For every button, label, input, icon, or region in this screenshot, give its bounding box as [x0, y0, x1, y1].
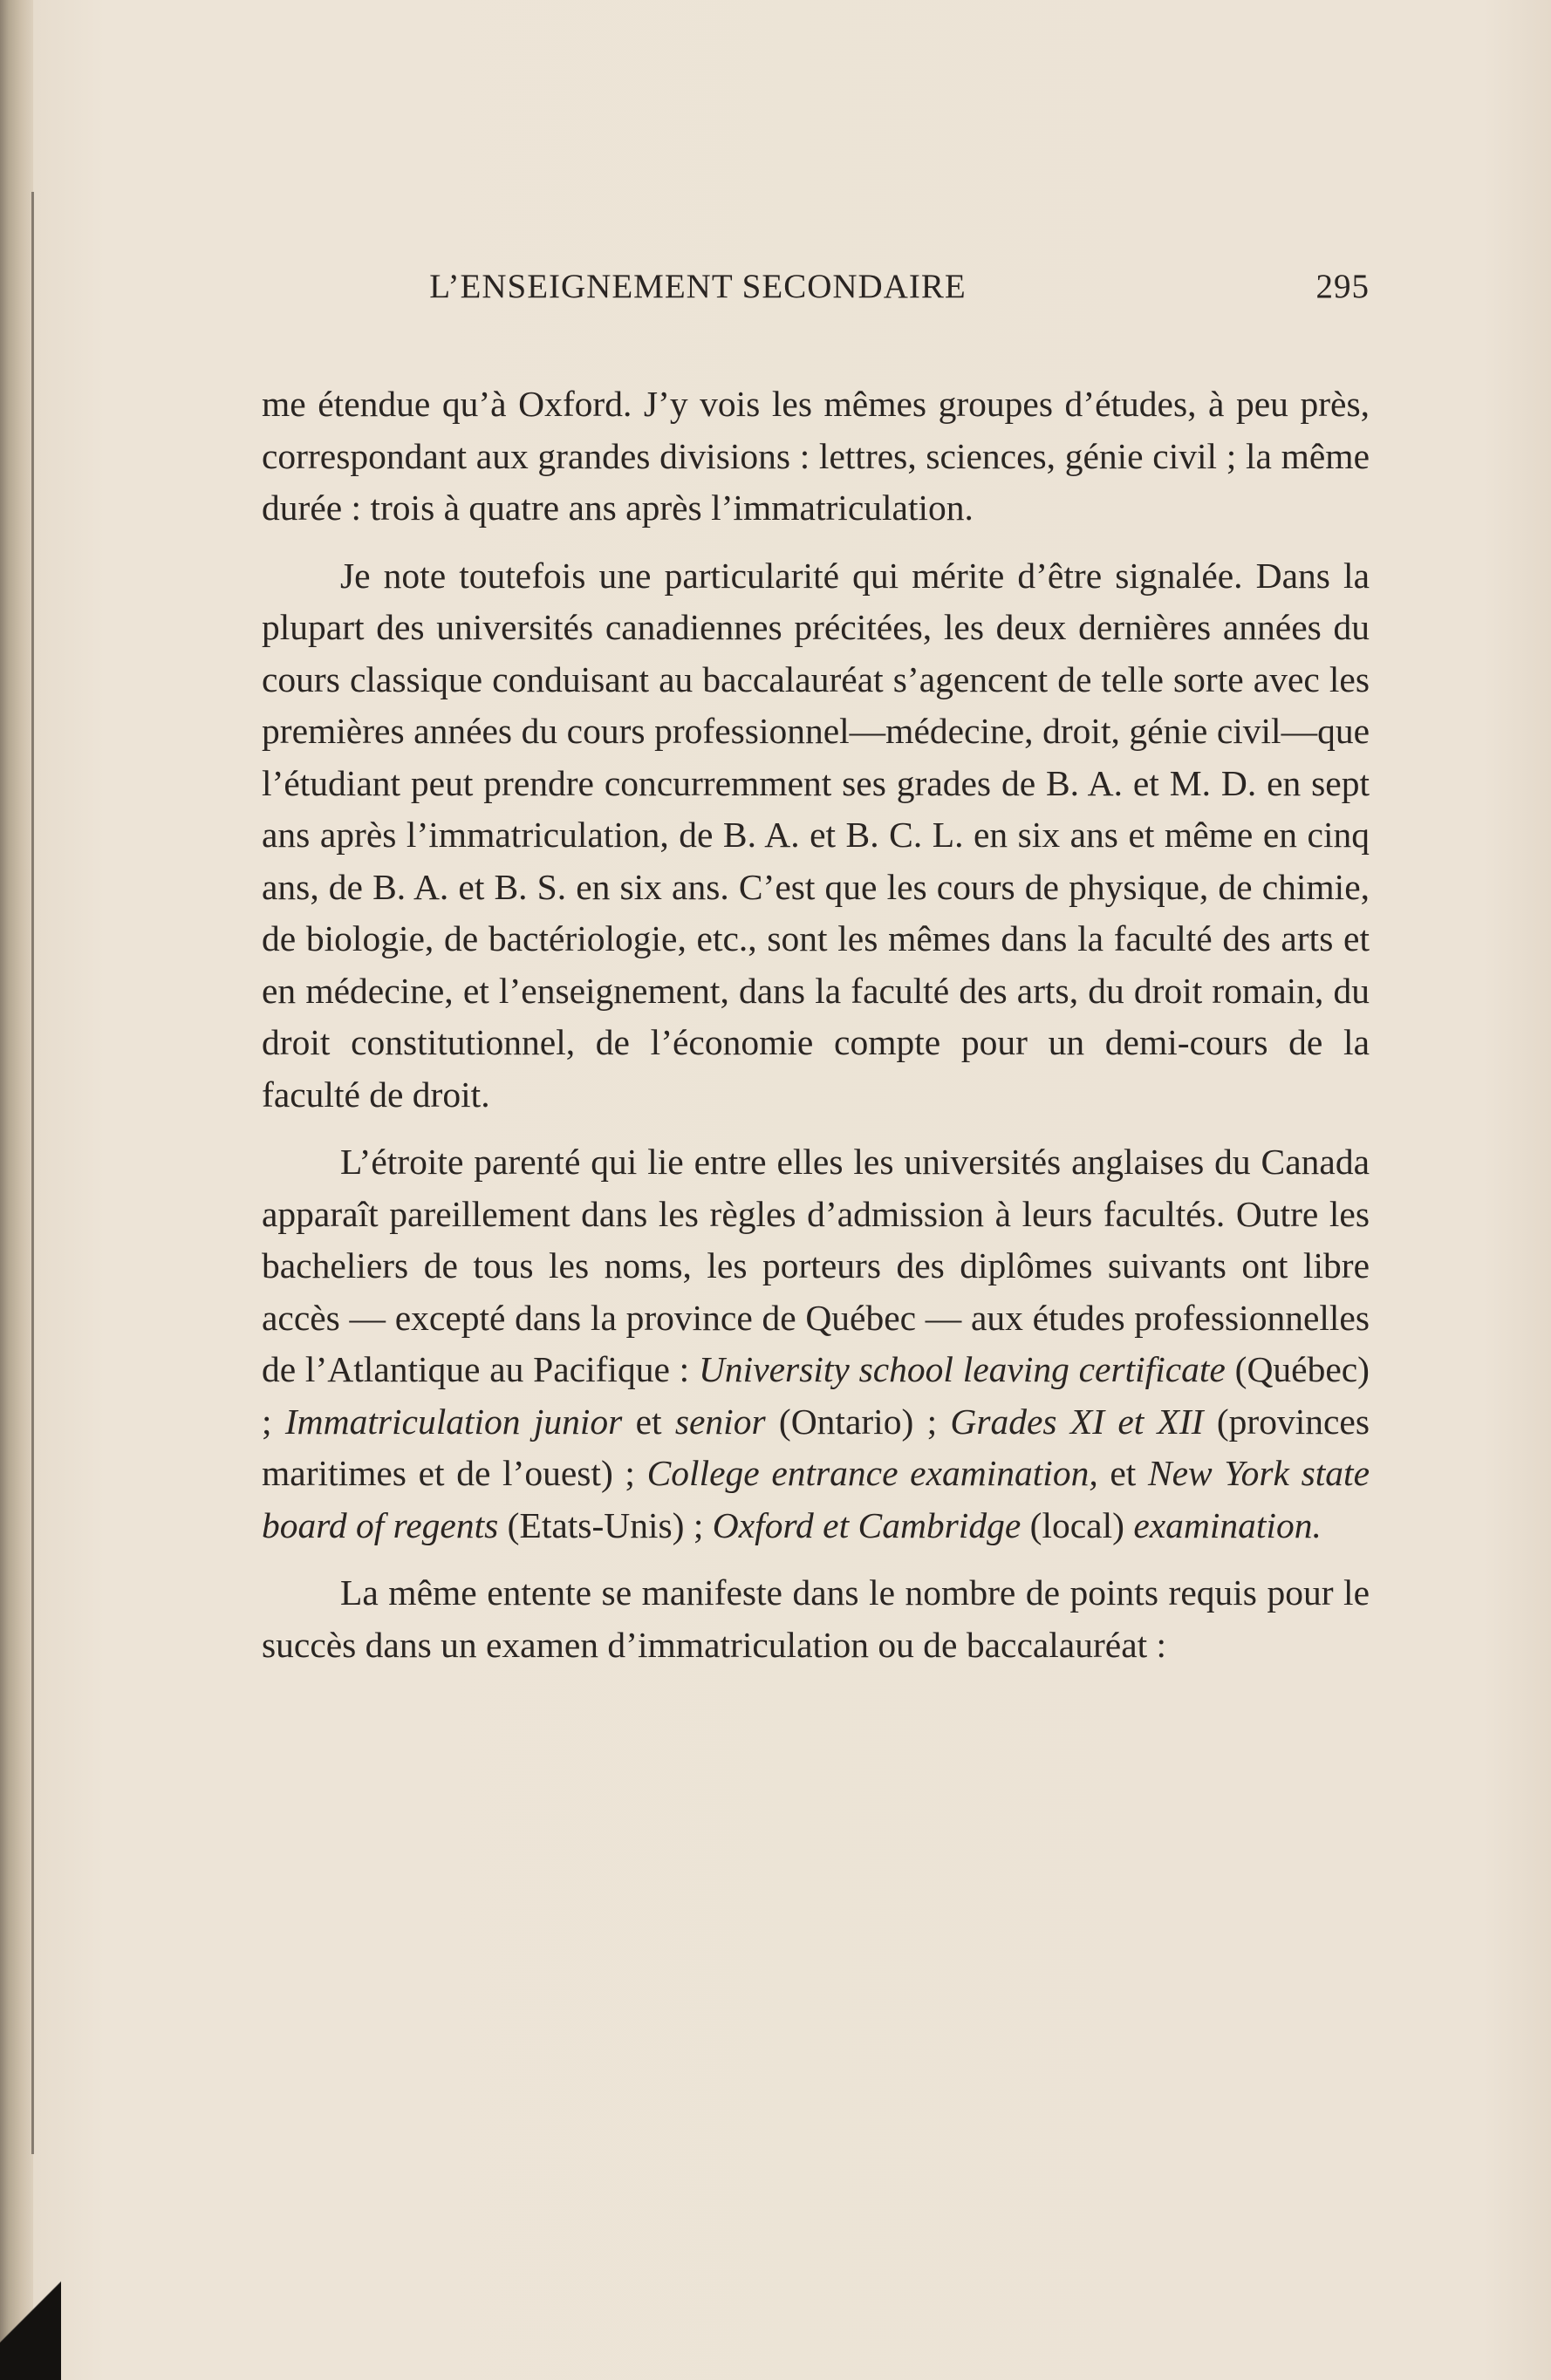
- admission-text: et: [622, 1401, 675, 1442]
- paragraph-continuation: me étendue qu’à Oxford. J’y vois les mêmes groupes d’études, à peu près, correspondant aux grandes divisions : lettres, sciences, génie civil ; la même durée : trois à quatre ans après l’immatriculation.: [262, 384, 1370, 528]
- paragraph-admission: [262, 1136, 1370, 1551]
- diploma-name: Oxford et Cambridge: [712, 1504, 1021, 1545]
- paragraph-entente: La même entente se manifeste dans le nombre de points requis pour le succès dans un examen d’immatriculation ou de baccalauréat :: [262, 1572, 1370, 1665]
- diploma-name: examination.: [1133, 1504, 1322, 1545]
- diploma-name: College entrance examination,: [646, 1453, 1098, 1493]
- page-edge-line: [31, 192, 34, 2154]
- admission-text: et: [1097, 1453, 1148, 1493]
- corner-shadow: [0, 2275, 61, 2380]
- diploma-name: University school leaving certificate: [698, 1349, 1226, 1389]
- paragraph-particularite: Je note toutefois une particularité qui mérite d’être signalée. Dans la plupart des universités canadiennes précitées, les deux dernières années du cours classique conduisant au baccalauréat s’agencent de telle sorte avec les premières années du cours professionnel—médecine, droit, génie civil—que l’étudiant peut prendre concurremment ses grades de B. A. et M. D. en sept ans après l’immatriculation, de B. A. et B. C. L. en six ans et même en cinq ans, de B. A. et B. S. en six ans. C’est que les cours de physique, de chimie, de biologie, de bactériologie, etc., sont les mêmes dans la faculté des arts et en médecine, et l’enseignement, dans la faculté des arts, du droit romain, du droit constitutionnel, de l’économie compte pour un demi-cours de la faculté de droit.: [262, 555, 1370, 1115]
- book-spine-shadow: [0, 0, 33, 2380]
- admission-text: (local): [1021, 1504, 1134, 1545]
- admission-text: L’étroite parenté qui lie entre elles les universités anglaises du Canada apparaît pareillement dans les règles d’admission à leurs facultés. Outre les bacheliers de tous les noms, les porteurs des diplômes suivants ont libre accès — excepté dans la province de Québec — aux études professionnelles de l’Atlantique au Pacifique :: [262, 1142, 1370, 1389]
- running-head: L’ENSEIGNEMENT SECONDAIRE: [429, 268, 967, 305]
- admission-text: (Etats-Unis) ;: [498, 1504, 713, 1545]
- diploma-name: New York state board of regents: [262, 1453, 1370, 1545]
- diploma-name: Immatriculation junior: [284, 1401, 623, 1442]
- page-number: 295: [1315, 268, 1370, 305]
- admission-text: (Ontario) ;: [765, 1401, 951, 1442]
- body-text: [262, 378, 1370, 1671]
- admission-text: (provinces maritimes et de l’ouest) ;: [262, 1401, 1370, 1493]
- page-header: [262, 267, 1370, 310]
- diploma-name: senior: [674, 1401, 766, 1442]
- admission-text: (Québec) ;: [262, 1349, 1370, 1442]
- diploma-name: Grades XI et XII: [950, 1401, 1204, 1442]
